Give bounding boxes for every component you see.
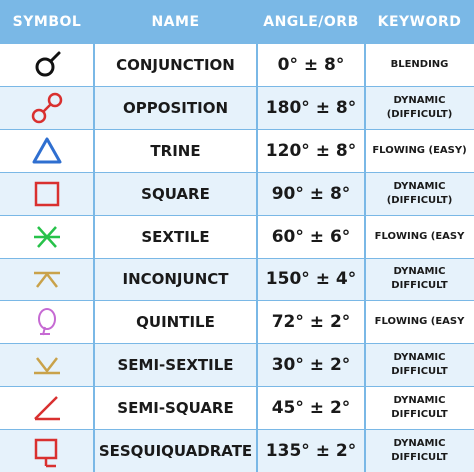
angle-orb: 90° ± 8° bbox=[271, 183, 351, 204]
aspect-name: TRINE bbox=[150, 141, 201, 160]
table-row bbox=[0, 386, 474, 429]
trine-symbol-icon bbox=[30, 134, 64, 168]
angle-orb: 60° ± 6° bbox=[271, 226, 351, 247]
symbol-cell bbox=[0, 259, 94, 301]
table-row bbox=[0, 215, 474, 258]
keyword-line: FLOWING (EASY) bbox=[372, 144, 467, 156]
aspect-name: OPPOSITION bbox=[123, 98, 228, 117]
table-row bbox=[0, 86, 474, 129]
symbol-cell bbox=[0, 44, 94, 86]
angle-orb: 150° ± 4° bbox=[265, 269, 357, 290]
symbol-cell bbox=[0, 301, 94, 343]
opposition-symbol-icon bbox=[30, 91, 64, 125]
angle-orb: 30° ± 2° bbox=[271, 355, 351, 376]
table-row bbox=[0, 258, 474, 301]
aspect-name: SESQUIQUADRATE bbox=[98, 442, 253, 461]
keyword-line: DYNAMIC bbox=[393, 352, 446, 364]
keyword-line: DIFFICULT bbox=[391, 452, 448, 464]
keyword-line: DYNAMIC bbox=[393, 180, 446, 192]
table-row bbox=[0, 300, 474, 343]
table-row bbox=[0, 429, 474, 472]
keyword-cell bbox=[365, 301, 474, 343]
keyword-line: DYNAMIC bbox=[393, 438, 446, 450]
table-row bbox=[0, 343, 474, 386]
keyword-cell bbox=[365, 130, 474, 172]
symbol-cell bbox=[0, 173, 94, 215]
header-symbol: SYMBOL bbox=[12, 13, 82, 30]
symbol-cell bbox=[0, 216, 94, 258]
inconjunct-symbol-icon bbox=[30, 262, 64, 296]
column-divider bbox=[256, 0, 258, 472]
symbol-cell bbox=[0, 387, 94, 429]
header-name: NAME bbox=[151, 13, 200, 30]
header-keyword: KEYWORD bbox=[377, 13, 462, 30]
keyword-line: FLOWING (EASY bbox=[374, 230, 465, 242]
conjunction-symbol-icon bbox=[30, 48, 64, 82]
table-header bbox=[0, 0, 474, 43]
aspect-name: SEMI-SQUARE bbox=[117, 399, 234, 418]
aspect-name: CONJUNCTION bbox=[116, 55, 235, 74]
semi-square-symbol-icon bbox=[30, 391, 64, 425]
angle-orb: 72° ± 2° bbox=[271, 312, 351, 333]
keyword-line: DIFFICULT bbox=[391, 366, 448, 378]
sextile-symbol-icon bbox=[30, 220, 64, 254]
keyword-line: FLOWING (EASY bbox=[374, 316, 465, 328]
aspect-name: INCONJUNCT bbox=[122, 270, 229, 289]
keyword-line: BLENDING bbox=[390, 58, 449, 70]
aspect-name: SQUARE bbox=[141, 184, 210, 203]
header-angle-orb: ANGLE/ORB bbox=[263, 13, 359, 30]
aspect-name: SEXTILE bbox=[141, 227, 210, 246]
symbol-cell bbox=[0, 87, 94, 129]
column-divider bbox=[93, 0, 95, 472]
keyword-cell bbox=[365, 173, 474, 215]
keyword-cell bbox=[365, 87, 474, 129]
column-divider bbox=[364, 0, 366, 472]
keyword-cell bbox=[365, 259, 474, 301]
keyword-line: DYNAMIC bbox=[393, 266, 446, 278]
keyword-cell bbox=[365, 44, 474, 86]
angle-orb: 120° ± 8° bbox=[265, 140, 357, 161]
aspect-name: QUINTILE bbox=[136, 313, 215, 332]
symbol-cell bbox=[0, 344, 94, 386]
keyword-line: DIFFICULT bbox=[391, 409, 448, 421]
symbol-cell bbox=[0, 430, 94, 472]
keyword-line: (DIFFICULT) bbox=[386, 194, 453, 206]
keyword-cell bbox=[365, 344, 474, 386]
table-row bbox=[0, 43, 474, 86]
keyword-line: DYNAMIC bbox=[393, 94, 446, 106]
symbol-cell bbox=[0, 130, 94, 172]
sesquiquadrate-symbol-icon bbox=[30, 434, 64, 468]
angle-orb: 135° ± 2° bbox=[265, 441, 357, 462]
keyword-line: DIFFICULT bbox=[391, 280, 448, 292]
angle-orb: 0° ± 8° bbox=[277, 54, 345, 75]
keyword-line: (DIFFICULT) bbox=[386, 108, 453, 120]
table-row bbox=[0, 129, 474, 172]
quintile-symbol-icon bbox=[30, 305, 64, 339]
aspect-name: SEMI-SEXTILE bbox=[117, 356, 234, 375]
table-row bbox=[0, 172, 474, 215]
keyword-line: DYNAMIC bbox=[393, 395, 446, 407]
keyword-cell bbox=[365, 387, 474, 429]
angle-orb: 45° ± 2° bbox=[271, 398, 351, 419]
square-symbol-icon bbox=[30, 177, 64, 211]
keyword-cell bbox=[365, 430, 474, 472]
semi-sextile-symbol-icon bbox=[30, 348, 64, 382]
keyword-cell bbox=[365, 216, 474, 258]
angle-orb: 180° ± 8° bbox=[265, 97, 357, 118]
